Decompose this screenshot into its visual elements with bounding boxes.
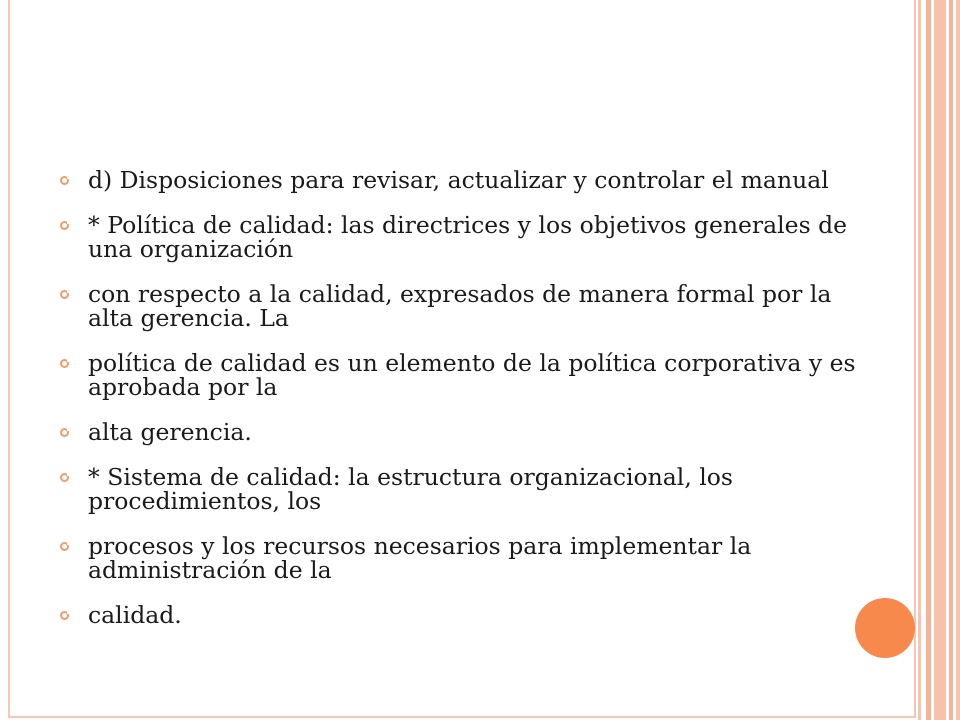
bullet-text: * Sistema de calidad: la estructura organizacional, los procedimientos, los (88, 463, 733, 515)
bullet-text: alta gerencia. (88, 418, 252, 446)
ring-bullet-icon (60, 473, 69, 482)
bullet-item (60, 603, 860, 627)
ring-bullet-icon (60, 359, 69, 368)
stripe (934, 0, 946, 720)
bullet-text: con respecto a la calidad, expresados de manera formal por la alta gerencia. La (88, 280, 832, 332)
bullet-item (60, 465, 860, 513)
decorative-stripes (918, 0, 960, 720)
bullet-list (60, 168, 860, 648)
ring-bullet-icon (60, 290, 69, 299)
bullet-item (60, 168, 860, 192)
bullet-text: política de calidad es un elemento de la política corporativa y es aprobada por la (88, 349, 856, 401)
bullet-text: procesos y los recursos necesarios para implementar la administración de la (88, 532, 752, 584)
bullet-item (60, 282, 860, 330)
bullet-item (60, 213, 860, 261)
ring-bullet-icon (60, 611, 69, 620)
decorative-circle (855, 598, 915, 658)
bullet-item (60, 420, 860, 444)
stripe (949, 0, 953, 720)
bullet-text: calidad. (88, 601, 182, 629)
stripe (918, 0, 921, 720)
bullet-text: d) Disposiciones para revisar, actualizar y controlar el manual (88, 166, 829, 194)
ring-bullet-icon (60, 542, 69, 551)
stripe (956, 0, 960, 720)
bullet-item (60, 351, 860, 399)
ring-bullet-icon (60, 221, 69, 230)
ring-bullet-icon (60, 428, 69, 437)
ring-bullet-icon (60, 176, 69, 185)
stripe (926, 0, 931, 720)
bullet-item (60, 534, 860, 582)
bullet-text: * Política de calidad: las directrices y los objetivos generales de una organización (88, 211, 848, 263)
